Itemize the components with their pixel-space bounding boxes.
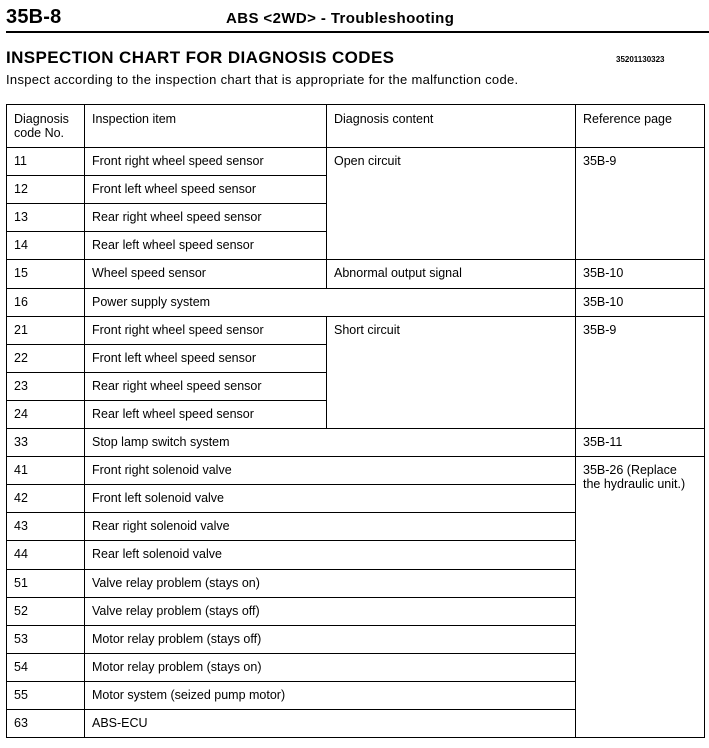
row-code: 15 — [14, 266, 28, 280]
row-code: 55 — [14, 688, 28, 702]
header-title: ABS <2WD> - Troubleshooting — [226, 10, 455, 27]
row-inspection-item: Front right solenoid valve — [92, 463, 232, 477]
row-inspection-item: Rear left wheel speed sensor — [92, 407, 254, 421]
row-code: 54 — [14, 660, 28, 674]
row-inspection-item: Front left wheel speed sensor — [92, 351, 256, 365]
intro-text: Inspect according to the inspection chart that is appropriate for the malfunction code. — [6, 72, 519, 87]
row-inspection-item: Wheel speed sensor — [92, 266, 206, 280]
row-divider — [7, 372, 326, 373]
row-divider — [7, 175, 326, 176]
row-divider — [7, 231, 326, 232]
row-divider — [7, 540, 575, 541]
row-inspection-item: Motor system (seized pump motor) — [92, 688, 286, 702]
inspection-chart-table — [6, 104, 705, 738]
row-divider — [7, 316, 704, 317]
row-inspection-item: Rear right wheel speed sensor — [92, 379, 262, 393]
content-abnormal-output: Abnormal output signal — [334, 266, 462, 280]
row-inspection-item: Rear right wheel speed sensor — [92, 210, 262, 224]
row-inspection-item: Valve relay problem (stays on) — [92, 576, 260, 590]
reference-page: 35B-10 — [583, 295, 624, 309]
row-inspection-item: Front right wheel speed sensor — [92, 323, 264, 337]
row-inspection-item: Motor relay problem (stays on) — [92, 660, 262, 674]
row-divider — [7, 512, 575, 513]
document-id: 35201130323 — [616, 55, 665, 64]
row-inspection-item: Rear right solenoid valve — [92, 519, 230, 533]
row-inspection-item: Power supply system — [92, 295, 211, 309]
column-divider — [326, 105, 327, 288]
column-header-item: Inspection item — [92, 112, 177, 126]
column-header-code — [14, 112, 69, 140]
reference-page: 35B-9 — [583, 323, 617, 337]
row-code: 16 — [14, 295, 28, 309]
row-inspection-item: Rear left wheel speed sensor — [92, 238, 254, 252]
content-short-circuit: Short circuit — [334, 323, 400, 337]
row-code: 23 — [14, 379, 28, 393]
row-code: 22 — [14, 351, 28, 365]
reference-page: 35B-10 — [583, 266, 624, 280]
row-divider — [7, 625, 575, 626]
row-code: 51 — [14, 576, 28, 590]
row-code: 52 — [14, 604, 28, 618]
row-code: 53 — [14, 632, 28, 646]
row-inspection-item: Front left wheel speed sensor — [92, 182, 256, 196]
row-divider — [7, 456, 704, 457]
reference-page: 35B-9 — [583, 154, 617, 168]
reference-page: 35B-11 — [583, 435, 623, 449]
row-divider — [7, 681, 575, 682]
row-code: 11 — [14, 154, 27, 168]
row-divider — [7, 569, 575, 570]
row-divider — [7, 709, 575, 710]
row-inspection-item: Valve relay problem (stays off) — [92, 604, 260, 618]
row-code: 63 — [14, 716, 28, 730]
row-code: 41 — [14, 463, 28, 477]
row-inspection-item: ABS-ECU — [92, 716, 148, 730]
row-code: 12 — [14, 182, 28, 196]
row-inspection-item: Rear left solenoid valve — [92, 547, 222, 561]
row-code: 44 — [14, 547, 28, 561]
row-code: 24 — [14, 407, 28, 421]
row-divider — [7, 400, 326, 401]
row-divider — [7, 484, 575, 485]
column-header-code-line1: Diagnosis — [14, 112, 69, 126]
reference-page-line2: the hydraulic unit.) — [583, 477, 686, 491]
row-code: 14 — [14, 238, 28, 252]
column-header-reference: Reference page — [583, 112, 672, 126]
row-code: 21 — [14, 323, 28, 337]
page-number: 35B-8 — [6, 6, 62, 28]
row-divider — [7, 597, 575, 598]
row-divider — [7, 288, 704, 289]
column-header-code-line2: code No. — [14, 126, 65, 140]
row-code: 33 — [14, 435, 28, 449]
column-divider — [326, 316, 327, 428]
column-header-content: Diagnosis content — [334, 112, 434, 126]
column-divider — [84, 105, 85, 737]
row-divider — [7, 147, 704, 148]
reference-page-line1: 35B-26 (Replace — [583, 463, 677, 477]
row-inspection-item: Stop lamp switch system — [92, 435, 230, 449]
content-open-circuit: Open circuit — [334, 154, 401, 168]
section-title: INSPECTION CHART FOR DIAGNOSIS CODES — [6, 48, 395, 67]
row-divider — [7, 428, 704, 429]
row-code: 43 — [14, 519, 28, 533]
row-divider — [7, 653, 575, 654]
row-code: 13 — [14, 210, 28, 224]
column-divider — [575, 105, 576, 737]
row-divider — [7, 203, 326, 204]
row-inspection-item: Motor relay problem (stays off) — [92, 632, 262, 646]
reference-page-hydraulic-unit — [583, 463, 685, 491]
row-code: 42 — [14, 491, 28, 505]
header-rule — [6, 31, 709, 33]
row-inspection-item: Front left solenoid valve — [92, 491, 225, 505]
row-divider — [7, 344, 326, 345]
row-inspection-item: Front right wheel speed sensor — [92, 154, 264, 168]
row-divider — [7, 259, 704, 260]
